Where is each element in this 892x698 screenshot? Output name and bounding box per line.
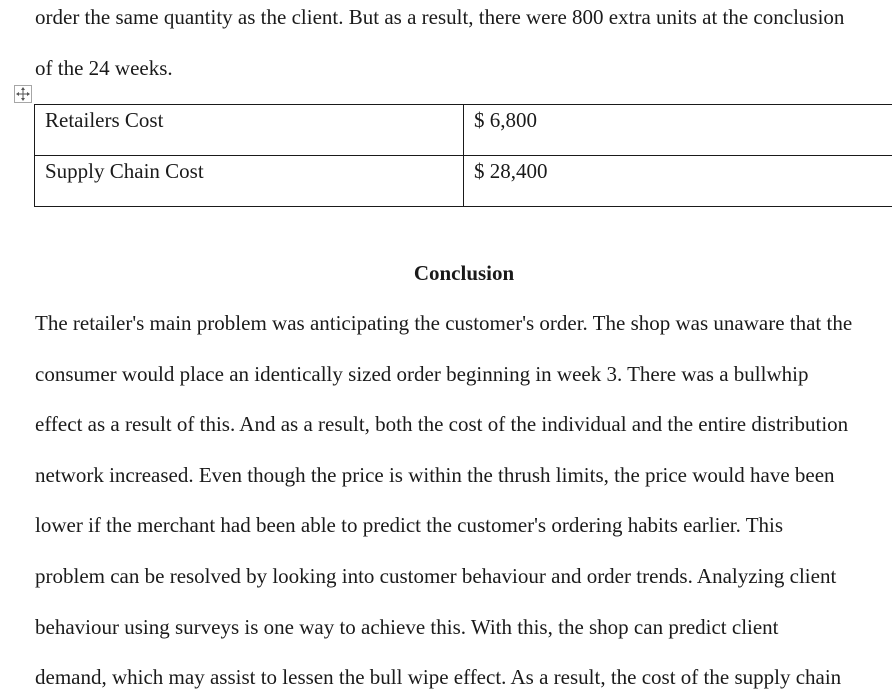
paragraph-line: behaviour using surveys is one way to achieve this. With this, the shop can predict client	[35, 615, 779, 639]
paragraph-line: of the 24 weeks.	[35, 56, 173, 80]
cost-table	[34, 104, 892, 207]
table-row	[35, 105, 892, 156]
paragraph-line: consumer would place an identically sized order beginning in week 3. There was a bullwhip	[35, 362, 809, 386]
paragraph-line: problem can be resolved by looking into customer behaviour and order trends. Analyzing client	[35, 564, 837, 588]
paragraph-line: demand, which may assist to lessen the bull wipe effect. As a result, the cost of the supply chain	[35, 665, 842, 689]
table-move-handle-icon[interactable]	[14, 85, 32, 103]
paragraph-line: order the same quantity as the client. But as a result, there were 800 extra units at the conclusion	[35, 5, 845, 29]
table-cell-value[interactable]: $ 6,800	[464, 105, 892, 156]
table-cell-value[interactable]: $ 28,400	[464, 156, 892, 207]
paragraph-line: network increased. Even though the price is within the thrush limits, the price would have been	[35, 463, 835, 487]
table-cell-label[interactable]: Supply Chain Cost	[35, 156, 464, 207]
paragraph-line: The retailer's main problem was anticipating the customer's order. The shop was unaware that the	[35, 311, 853, 335]
paragraph-line: lower if the merchant had been able to predict the customer's ordering habits earlier. This	[35, 513, 784, 537]
table-cell-label[interactable]: Retailers Cost	[35, 105, 464, 156]
table-row	[35, 156, 892, 207]
paragraph-line: effect as a result of this. And as a result, both the cost of the individual and the entire distribution	[35, 412, 849, 436]
section-heading: Conclusion	[413, 261, 515, 285]
